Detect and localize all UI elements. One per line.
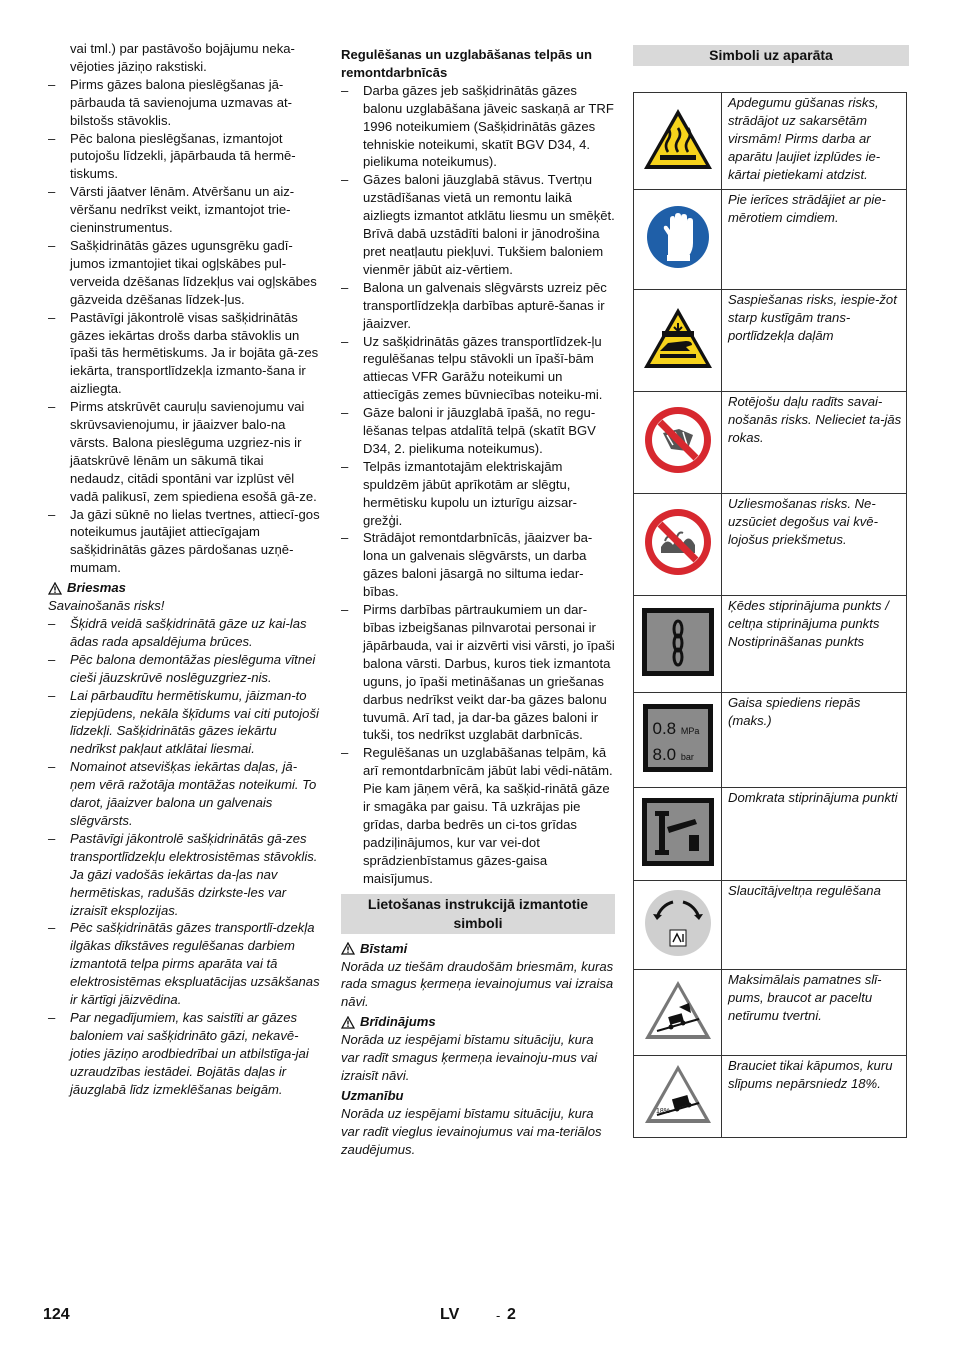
jack-point-icon <box>641 797 715 867</box>
section-number: 2 <box>507 1306 516 1323</box>
symbol-description: Rotējošu daļu radīts savai-nošanās risks. Nelieciet ta-jās rokas. <box>722 392 907 494</box>
section-heading-storage: Regulēšanas un uzglabāšanas telpās un remontdarbnīcās <box>341 47 593 80</box>
bridinajums-heading: Brīdinājums <box>341 1013 615 1031</box>
pressure-mpa-unit: MPa <box>680 725 700 736</box>
table-row <box>634 494 907 596</box>
table-row <box>634 1056 907 1138</box>
warning-triangle-icon <box>48 582 62 595</box>
uzmanibu-heading: Uzmanību <box>341 1087 404 1103</box>
symbol-description: Saspiešanas risks, iespie-žot starp kustīgām trans-portlīdzekļa daļām <box>722 290 907 392</box>
briesmas-heading: Briesmas <box>48 579 320 597</box>
list-item: – Gāzes baloni jāuzglabā stāvus. Tvertņu uzstādīšanas vietā un remontu laikā aizliegts izmantot atklātu liesmu un smēķēt. Brīvā dabā uzstādīti baloni ir jānodrošina pret neatļautu piekļuvi. Tukšiem baloniem vienmēr jābūt aiz-vērtiem. <box>341 172 615 277</box>
list-item: – Pirms darbības pārtraukumiem un dar-bības izbeigšanas pilnvarotai personai ir jāpārbauda, vai ir aizvērti visi vārsti, jo īpaši balona vārsti. Darbus, kuros tiek izmantota uguns, jo īpaši metināšanas un griešanas darbus nedrīkst veikt dar-ba gāzes balonu tuvumā. Arī tad, ja dar-ba gāzes baloni ir tukši, tos nedrīkst uzglabāt darbnīcās. <box>341 602 615 743</box>
symbol-description: Brauciet tikai kāpumos, kuru slīpums nepārsniedz 18%. <box>722 1056 907 1138</box>
no-flammable-objects-icon <box>643 507 713 577</box>
wear-gloves-icon <box>646 205 710 269</box>
warning-triangle-icon <box>341 942 355 955</box>
pressure-bar-value: 8.0 <box>652 744 677 764</box>
bistami-text: Norāda uz tiešām draudošām briesmām, kuras rada smagus ķermeņa ievainojumus vai izraisa nāvi. <box>341 958 614 1010</box>
column-left <box>48 40 320 1098</box>
symbols-table <box>633 92 907 1138</box>
list-item: – Pēc balona pieslēgšanas, izmantojot putojošu līdzekli, jāpārbauda tā hermē-tiskums. <box>48 130 296 182</box>
table-row <box>634 970 907 1056</box>
list-item: – Regulēšanas un uzglabāšanas telpām, kā arī remontdarbnīcām jābūt labi vēdi-nātām. Pie kam jāņem vērā, ka sašķid-rinātā gāze ir smagāka par gaisu. Tā uzkrājas pie grīdas, darba bedrēs un ci-tos grīdas padziļinājumos, kur var vei-dot sprādzienbīstamus gāzes-gaisa maisījumus. <box>341 745 613 886</box>
warning-triangle-icon <box>341 1016 355 1029</box>
list-item: – Ja gāzi sūknē no lielas tvertnes, attiecī-gos noteikumus jautājiet attiecīgajam sašķidrinātās gāzes pārdošanas uzņē-mumam. <box>48 506 320 576</box>
briesmas-intro: Savainošanās risks! <box>48 598 165 614</box>
symbol-description: Maksimālais pamatnes slī-pums, braucot ar paceltu netīrumu tvertni. <box>722 970 907 1056</box>
crush-hazard-icon <box>642 305 714 371</box>
list-item: – Telpās izmantotajām elektriskajām spuldzēm jābūt aprīkotām ar slēgtu, hermētisku kupolu un izturīgu aizsar-grežģi. <box>341 458 577 528</box>
table-row <box>634 881 907 970</box>
list-item: – Šķidrā veidā sašķidrinātā gāze uz kai-las ādas rada apsaldējuma brūces. <box>48 616 307 649</box>
symbol-description: Uzliesmošanas risks. Ne-uzsūciet degošus vai kvē-lojošus priekšmetus. <box>722 494 907 596</box>
list-item: – Vārsti jāatver lēnām. Atvēršanu un aiz-vēršanu nedrīkst veikt, izmantojot trie-cieninstrumentus. <box>48 184 295 236</box>
symbol-description: Gaisa spiediens riepās (maks.) <box>722 693 907 788</box>
list-item: – Pirms gāzes balona pieslēgšanas jā-pārbauda tā savienojuma uzmavas at-bilstošs stāvoklis. <box>48 76 292 128</box>
list-item: – Sašķidrinātās gāzes ugunsgrēku gadī-jumos izmantojiet tikai ogļskābes pul-verveida dzēšanas līdzekļus vai ogļskābes gāzveida dzēšanas līdzek-ļus. <box>48 237 317 307</box>
symbol-description: Pie ierīces strādājiet ar pie-mērotiem cimdiem. <box>722 190 907 290</box>
tire-pressure-icon <box>643 704 713 772</box>
pressure-mpa-value: 0.8 <box>652 718 677 738</box>
continued-text: vai tml.) par pastāvošo bojājumu neka-vējoties jāziņo rakstiski. <box>70 41 295 74</box>
column-right <box>633 45 909 66</box>
list-item: – Pirms atskrūvēt cauruļu savienojumu vai skrūvsavienojumu, ir jāaizver balo-na vārsts. Balona pieslēguma uzgriez-nis ir jāatskrūvē lēnām un sākumā tikai nedaudz, citādi spontāni var izplūst vēl vadā palikusī, zem spiediena esošā gā-ze. <box>48 399 317 504</box>
table-row <box>634 392 907 494</box>
symbol-description: Ķēdes stiprinājuma punkts / celtņa stiprinājuma punkts Nostiprināšanas punkts <box>722 596 907 693</box>
language-code: LV <box>440 1306 460 1323</box>
table-row <box>634 290 907 392</box>
no-hands-rotating-parts-icon <box>643 405 713 475</box>
squeegee-adjust-icon <box>643 888 713 958</box>
table-row <box>634 190 907 290</box>
list-item: – Lai pārbaudītu hermētiskumu, jāizman-to ziepjūdens, nekāla šķīdums vai citi putojoši līdzekļi. Sašķidrinātās gāzes iekārtu nedrīkst pakļaut atklātai liesmai. <box>48 687 319 757</box>
pressure-bar-unit: bar <box>680 751 694 762</box>
list-item: – Pastāvīgi jākontrolē sašķidrinātās gā-zes transportlīdzekļu elektrosistēmas stāvoklis. Ja gāzi vadošās iekārtas da-ļas nav hermētiskas, radušās dzirkste-les var izraisīt eksplozijas. <box>48 830 318 918</box>
symbol-description: Domkrata stiprinājuma punkti <box>722 788 907 881</box>
section-heading-manual-symbols: Lietošanas instrukcijā izmantotie simboli <box>341 894 615 934</box>
list-item: – Par negadījumiem, kas saistīti ar gāzes baloniem vai sašķidrināto gāzi, nekavē-joties jāziņo arodbiedrībai un atbilstīga-jai uzraudzības iestādei. Bojātās daļas ir jāuzglabā līdz izmeklēšanas beigām. <box>48 1009 309 1097</box>
chain-fastening-point-icon <box>641 607 715 677</box>
symbol-description: Slaucītājveltņa regulēšana <box>722 881 907 970</box>
table-row <box>634 596 907 693</box>
column-middle <box>341 40 615 1158</box>
hot-surface-warning-icon <box>642 106 714 172</box>
bistami-heading: Bīstami <box>341 940 615 958</box>
max-slope-18-icon <box>643 1063 713 1125</box>
table-row <box>634 693 907 788</box>
uzmanibu-text: Norāda uz iespējami bīstamu situāciju, kura var radīt vieglus ievainojumus vai ma-teriālos zaudējumus. <box>341 1105 602 1157</box>
list-item: – Nomainot atsevišķas iekārtas daļas, jā-ņem vērā ražotāja montāžas noteikumi. To darot, jāaizver balona un galvenais slēgvārsts. <box>48 759 317 828</box>
table-row <box>634 788 907 881</box>
bridinajums-text: Norāda uz iespējami bīstamu situāciju, kura var radīt smagus ķermeņa ievainoju-mus vai izraisīt nāvi. <box>341 1032 598 1083</box>
footer-separator: - <box>496 1308 501 1323</box>
list-item: – Pastāvīgi jākontrolē visas sašķidrinātās gāzes iekārtas drošs darba stāvoklis un īpaši tās hermētiskums. Ja ir bojāta gā-zes iekārta, transportlīdzekļa izmanto-šana ir aizliegta. <box>48 309 319 397</box>
section-heading-device-symbols: Simboli uz aparāta <box>633 45 909 66</box>
table-row <box>634 93 907 190</box>
page-number: 124 <box>43 1306 70 1323</box>
list-item: – Gāze baloni ir jāuzglabā īpašā, no regu-lēšanas telpas atdalītā telpā (skatīt BGV D34, 2. pielikuma noteikumus). <box>341 405 596 456</box>
list-item: – Darba gāzes jeb sašķidrinātās gāzes balonu uzglabāšana jāveic saskaņā ar TRF 1996 noteikumiem (Sašķidrinātās gāzes tehniskie noteikumi, skatīt BGV D34, 4. pielikuma noteikumus). <box>341 82 614 170</box>
list-item: – Pēc sašķidrinātās gāzes transportlī-dzekļa ilgākas dīkstāves regulēšanas darbiem izmantotā telpa pirms aparāta vai tā elektrosistēmas ekspluatācijas uzsākšanas ir kārtīgi jāizvēdina. <box>48 920 320 1008</box>
list-item: – Pēc balona demontāžas pieslēguma vītnei cieši jāuzskrūvē noslēguzgriez-nis. <box>48 651 316 685</box>
max-slope-raised-hopper-icon <box>643 979 713 1041</box>
list-item: – Uz sašķidrinātās gāzes transportlīdzek-ļu regulēšanas telpu stāvokli un īpašī-bām attiecas VFR Garāžu noteikumi un attiecīgās zemes būvniecības noteiku-mi. <box>341 333 603 403</box>
symbol-description: Apdegumu gūšanas risks, strādājot uz sakarsētām virsmām! Pirms darba ar aparātu ļaujiet izplūdes ie-kārtai pietiekami atdzist. <box>722 93 907 190</box>
list-item: – Strādājot remontdarbnīcās, jāaizver ba-lona un galvenais slēgvārsts, un darba gāzes baloni jāsargā no siltuma iedar-bības. <box>341 530 593 600</box>
slope-percent-label: 18% <box>655 1108 670 1115</box>
list-item: – Balona un galvenais slēgvārsts uzreiz pēc transportlīdzekļa darbības apturē-šanas ir jāaizver. <box>341 279 607 331</box>
